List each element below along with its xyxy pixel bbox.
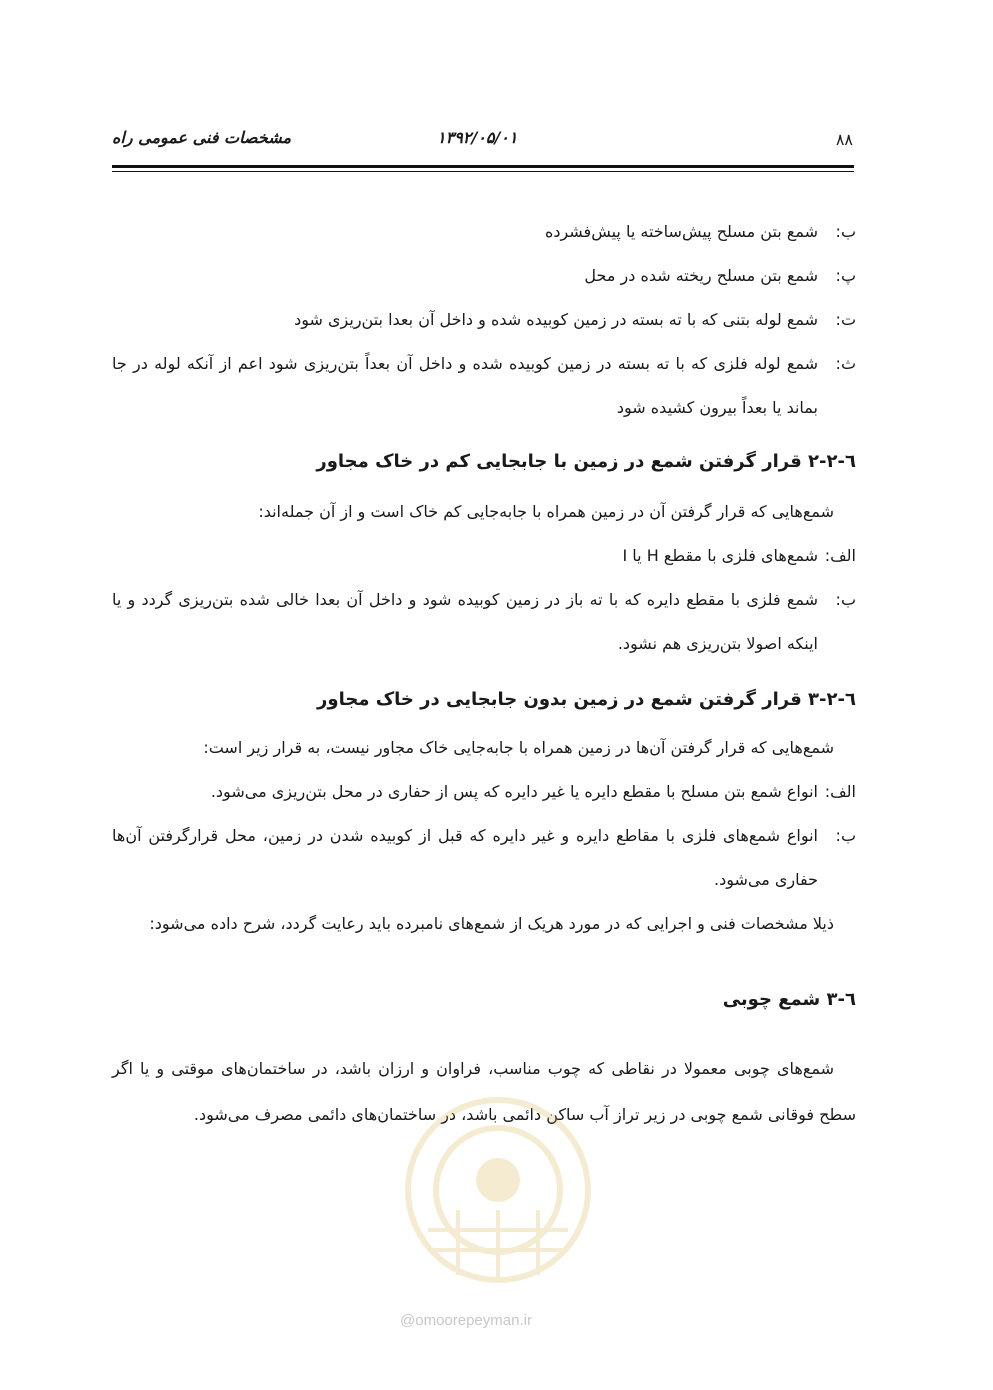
list-1 [112,210,856,430]
list-marker: الف: [824,782,856,801]
list-item [112,578,856,666]
header-rule-thin [112,171,854,172]
section-intro: شمع‌هایی که قرار گرفتن آن در زمین همراه با جابه‌جایی کم خاک است و از آن جمله‌اند: [258,502,834,521]
list-item [112,254,856,298]
section-heading-6-2-3: ٦-٢-٣ قرار گرفتن شمع در زمین بدون جابجایی در خاک مجاور [317,689,856,710]
section-body: شمع‌های چوبی معمولا در نقاطی که چوب مناسب، فراوان و ارزان باشد، در ساختمان‌های موقتی و یا اگر سطح فوقانی شمع چوبی در زیر تراز آب ساکن دائمی باشد، در ساختمان‌های دائمی مصرف می‌شود. [112,1059,856,1124]
list-item-text: شمع لوله فلزی که با ته بسته در زمین کوبیده شده و داخل آن بعداً بتن‌ریزی شود اعم از آنکه لوله در جا بماند یا بعداً بیرون کشیده شود [112,354,818,417]
list-marker: پ: [835,266,856,285]
watermark-text: @omoorepeyman.ir [400,1312,532,1329]
header-rule-thick [112,165,854,168]
section-heading-6-3: ٦-٣ شمع چوبی [722,989,856,1010]
section-intro: شمع‌هایی که قرار گرفتن آن‌ها در زمین همراه با جابه‌جایی خاک مجاور نیست، به قرار زیر است: [203,738,834,757]
list-item-text: شمع لوله بتنی که با ته بسته در زمین کوبیده شده و داخل آن بعدا بتن‌ریزی شود [294,310,818,329]
header-date: ۱۳۹۲/۰۵/۰۱ [437,128,518,147]
list-item [112,342,856,430]
list-marker: ت: [835,310,856,329]
body-content [112,210,856,1138]
list-marker: ب: [835,222,856,241]
list-item [112,534,856,578]
header-title: مشخصات فنی عمومی راه [112,128,292,147]
list-item-text: شمع بتن مسلح پیش‌ساخته یا پیش‌فشرده [544,222,818,241]
list-marker: الف: [824,546,856,565]
list-item-text: شمع فلزی با مقطع دایره که با ته باز در زمین کوبیده شود و داخل آن بعدا خالی شده بتن‌ریزی گردد و یا اینکه اصولا بتن‌ریزی هم نشود. [112,590,818,653]
watermark-logo [388,1080,608,1320]
list-item-text: انواع شمع‌های فلزی با مقاطع دایره و غیر دایره که قبل از کوبیده شدن در زمین، محل قرارگرفتن آن‌ها حفاری می‌شود. [112,826,818,889]
list-item [112,770,856,814]
list-item [112,814,856,902]
list-item-text: شمع‌های فلزی با مقطع H یا I [622,546,818,565]
list-marker: ب: [835,826,856,845]
list-item-text: شمع بتن مسلح ریخته شده در محل [584,266,818,285]
list-marker: ب: [835,590,856,609]
list-item-text: انواع شمع بتن مسلح با مقطع دایره یا غیر دایره که پس از حفاری در محل بتن‌ریزی می‌شود. [210,782,818,801]
section-heading-6-2-2: ٦-٢-٢ قرار گرفتن شمع در زمین با جابجایی کم در خاک مجاور [316,451,856,472]
page-number: ۸۸ [835,130,853,149]
list-marker: ث: [835,354,856,373]
list-item [112,298,856,342]
section-closing: ذیلا مشخصات فنی و اجرایی که در مورد هریک از شمع‌های نامبرده باید رعایت گردد، شرح داده می‌شود: [149,914,834,933]
list-item [112,210,856,254]
